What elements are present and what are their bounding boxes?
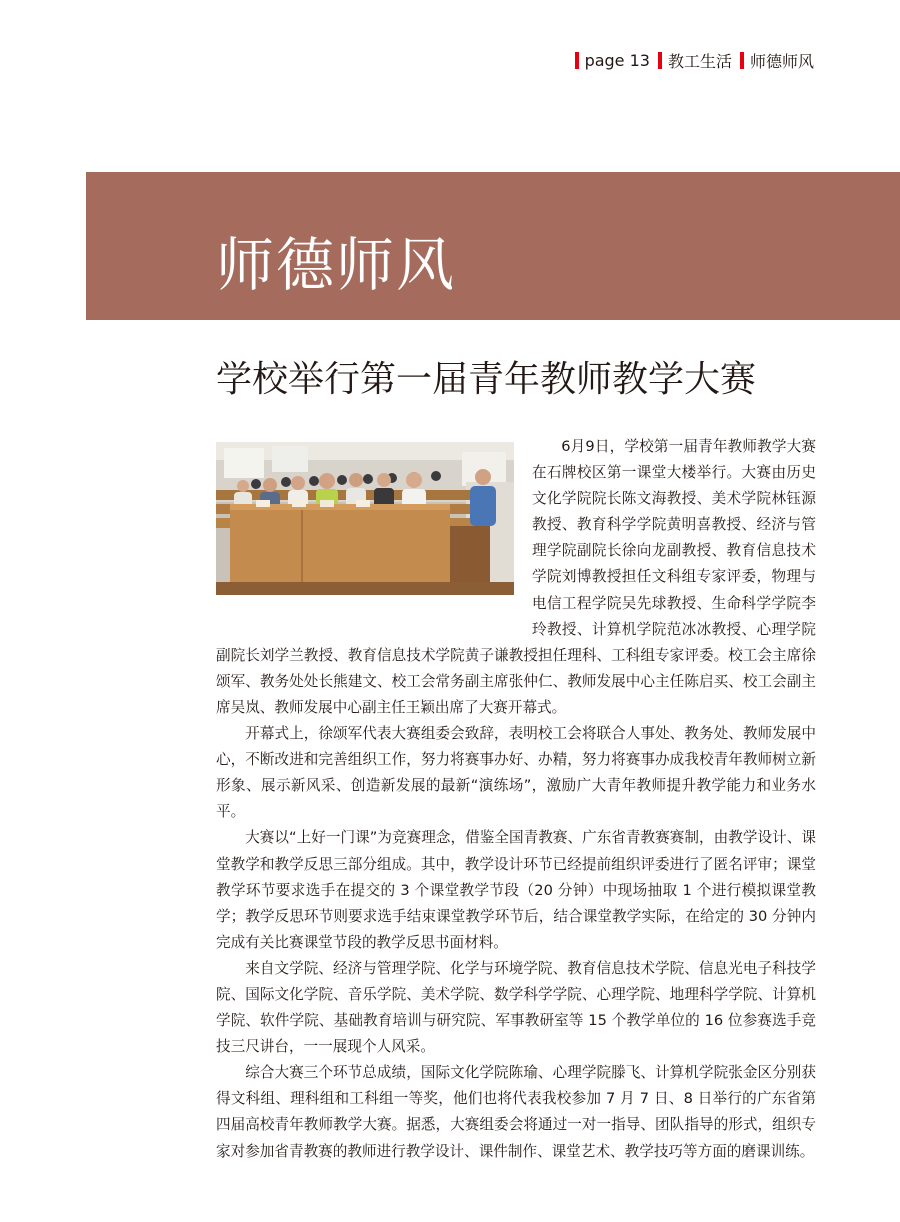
header-divider: [575, 52, 579, 69]
article-paragraph: 综合大赛三个环节总成绩，国际文化学院陈瑜、心理学院滕飞、计算机学院张金区分别获得文科组、理科组和工科组一等奖，他们也将代表我校参加 7 月 7 日、8 日举行的广东省第四届高校青年教师教学大赛。据悉，大赛组委会将通过一对一指导、团队指导的形式，组织专家对参加省青教赛的教师进行教学设计、课件制作、课堂艺术、教学技巧等方面的磨课训练。: [216, 1064, 816, 1160]
header-divider: [740, 52, 744, 69]
section-label: 教工生活: [667, 52, 732, 71]
article-title: 学校举行第一届青年教师教学大赛: [216, 359, 757, 400]
header-divider: [658, 52, 662, 69]
article-body: [216, 434, 816, 1165]
page-header: [575, 49, 814, 72]
article-paragraph: 来自文学院、经济与管理学院、化学与环境学院、教育信息技术学院、信息光电子科技学院、国际文化学院、音乐学院、美术学院、数学科学学院、心理学院、地理科学学院、计算机学院、软件学院、基础教育培训与研究院、军事教研室等 15 个教学单位的 16 位参赛选手竞技三尺讲台，一一展现个人风采。: [216, 959, 816, 1056]
photo-wrap-spacer: [216, 434, 532, 638]
subsection-label: 师德师风: [749, 52, 814, 71]
section-banner: [86, 172, 900, 320]
article-paragraph: 大赛以“上好一门课”为竞赛理念，借鉴全国青教赛、广东省青教赛赛制，由教学设计、课堂教学和教学反思三部分组成。其中，教学设计环节已经提前组织评委进行了匿名评审；课堂教学环节要求选手在提交的 3 个课堂教学节段（20 分钟）中现场抽取 1 个进行模拟课堂教学；教学反思环节则要求选手结束课堂教学环节后，结合课堂教学实际，在给定的 30 分钟内完成有关比赛课堂节段的教学反思书面材料。: [216, 829, 816, 951]
article-paragraph: 6月9日，学校第一届青年教师教学大赛在石牌校区第一课堂大楼举行。大赛由历史文化学院院长陈文海教授、美术学院林钰源教授、教育科学学院黄明喜教授、经济与管理学院副院长徐向龙副教授、教育信息技术学院刘博教授担任文科组专家评委，物理与电信工程学院吴先球教授、生命科学学院李玲教授、计算机学院范冰冰教授、心理学院副院长刘学兰教授、教育信息技术学院黄子谦教授担任理科、工科组专家评委。校工会主席徐颂军、教务处处长熊建文、校工会常务副主席张仲仁、教师发展中心主任陈启买、校工会副主席吴岚、教师发展中心副主任王颖出席了大赛开幕式。: [216, 438, 816, 716]
page-number: page 13: [584, 51, 650, 70]
article-paragraph: 开幕式上，徐颂军代表大赛组委会致辞，表明校工会将联合人事处、教务处、教师发展中心，不断改进和完善组织工作，努力将赛事办好、办精，努力将赛事办成我校青年教师树立新形象、展示新风采、创造新发展的最新“演练场”，激励广大青年教师提升教学能力和业务水平。: [216, 725, 816, 821]
banner-title: 师德师风: [216, 231, 457, 299]
